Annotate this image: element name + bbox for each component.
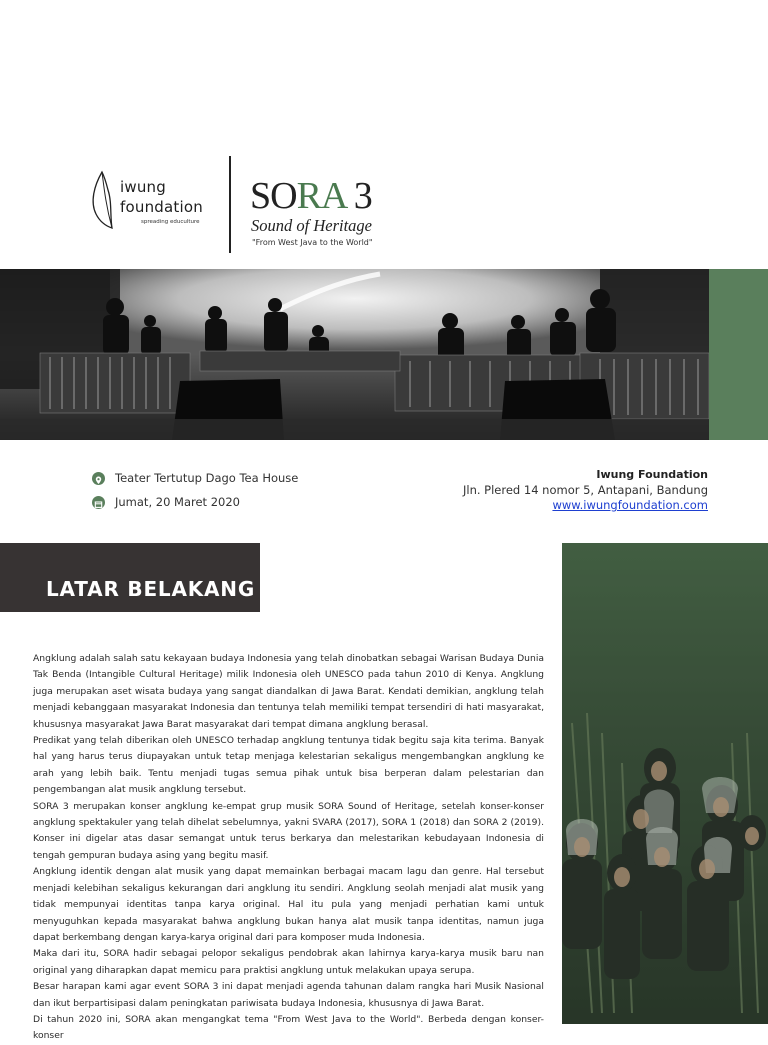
sora-logo-tagline: "From West Java to the World"	[252, 238, 373, 247]
iwung-logo-tagline: spreading educulture	[141, 219, 200, 225]
logo-divider	[229, 156, 231, 253]
performance-photo	[0, 269, 709, 440]
organizer-website-link[interactable]: www.iwungfoundation.com	[552, 498, 708, 512]
organizer-name: Iwung Foundation	[596, 468, 708, 481]
calendar-icon	[92, 496, 105, 509]
event-date: Jumat, 20 Maret 2020	[115, 495, 240, 509]
iwung-logo-line2: foundation	[120, 198, 203, 216]
sora-logo-title-part3: 3	[345, 175, 372, 217]
sora-3-logo	[250, 176, 430, 256]
body-paragraph: Angklung identik dengan alat musik yang dapat memainkan berbagai macam lagu dan genre. Hal tersebut menjadi kelebihan sekaligus kekurangan dari angklung itu sendiri. Angklung seolah menjadi alat musik yang tidak mempunyai identitas tanpa karya original. Hal itu pula yang menjadi perhatian kami untuk menyuguhkan kepada masyarakat bahwa angklung bukan hanya alat musik tanpa identitas, namun juga dapat berkembang dengan karya-karya original dari para komposer muda Indonesia.	[33, 866, 544, 943]
section-heading-bar	[0, 543, 260, 612]
sora-logo-title	[250, 176, 372, 216]
body-paragraph: Di tahun 2020 ini, SORA akan mengangkat tema "From West Java to the World". Berbeda dengan konser-konser	[33, 1013, 544, 1042]
event-venue: Teater Tertutup Dago Tea House	[115, 471, 299, 485]
accent-green-block	[709, 269, 768, 440]
leaf-icon	[90, 168, 120, 230]
organizer-address: Jln. Plered 14 nomor 5, Antapani, Bandung	[462, 483, 708, 497]
body-paragraph: Besar harapan kami agar event SORA 3 ini dapat menjadi agenda tahunan dalam rangka hari Musik Nasional dan ikut berpartisipasi dalam peningkatan pariwisata budaya Indonesia, khususnya di Jawa Barat.	[33, 981, 544, 1009]
body-paragraph: Angklung adalah salah satu kekayaan budaya Indonesia yang telah dinobatkan sebagai Warisan Budaya Dunia Tak Benda (Intangible Cultural Heritage) milik Indonesia oleh UNESCO pada tahun 2010 di Kenya. Angklung juga merupakan aset wisata budaya yang sangat diandalkan di Jawa Barat. Kendati demikian, angklung telah menjadi kebanggaan masyarakat Indonesia dan tentunya telah memiliki tempat tersendiri di hati masyarakat, khususnya masyarakat Jawa Barat masyarakat dari tempat dimana angklung berasal.	[33, 653, 544, 730]
body-paragraph: SORA 3 merupakan konser angklung ke-empat grup musik SORA Sound of Heritage, setelah konser-konser angklung spektakuler yang telah dihelat sebelumnya, yakni SVARA (2017), SORA 1 (2018) dan SORA 2 (2019). Konser ini digelar atas dasar semangat untuk terus berkarya dan melestarikan kebudayaan Indonesia di tengah gempuran budaya asing yang begitu masif.	[33, 800, 544, 861]
sora-logo-subtitle: Sound of Heritage	[251, 216, 372, 235]
section-title: LATAR BELAKANG	[46, 577, 256, 601]
iwung-logo-line1: iwung	[120, 178, 166, 196]
sora-logo-title-part2: RA	[296, 175, 346, 217]
angklung-choir-photo	[562, 543, 768, 1024]
organizer-info	[388, 468, 708, 512]
body-text	[33, 651, 544, 1045]
event-date-row	[92, 494, 240, 510]
sora-logo-title-part1: SO	[250, 175, 297, 217]
location-pin-icon	[92, 472, 105, 485]
body-paragraph: Predikat yang telah diberikan oleh UNESCO terhadap angklung tentunya tidak begitu saja kita terima. Banyak hal yang harus terus diupayakan untuk tetap menjaga kelestarian sekaligus mengembangkan angklung ke arah yang lebih baik. Tentu menjadi tugas semua pihak untuk bisa berperan dalam pelestarian dan pengembangan alat musik angklung tersebut.	[33, 735, 544, 796]
iwung-foundation-logo	[90, 166, 220, 230]
body-paragraph: Maka dari itu, SORA hadir sebagai pelopor sekaligus pendobrak akan lahirnya karya-karya musik baru nan original yang diharapkan dapat memicu para praktisi angklung untuk melakukan upaya serupa.	[33, 948, 544, 976]
event-venue-row	[92, 470, 298, 486]
